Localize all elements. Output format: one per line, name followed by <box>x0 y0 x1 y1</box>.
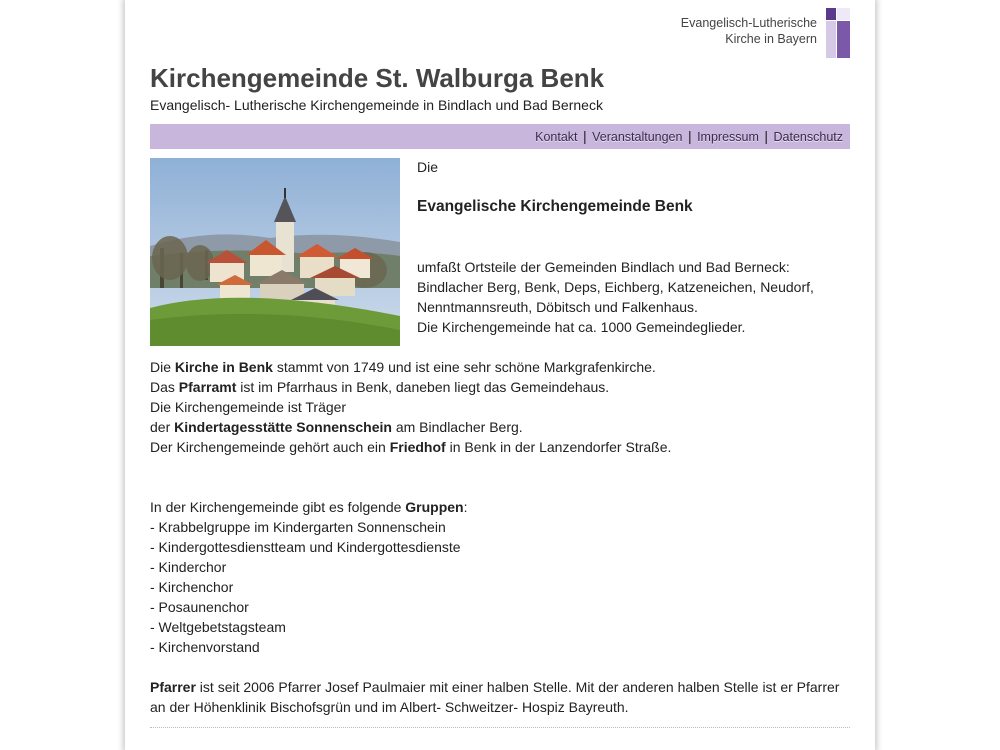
group-item: - Kinderchor <box>150 559 227 575</box>
site-title[interactable]: Kirchengemeinde St. Walburga Benk <box>150 63 605 93</box>
groups-text: : <box>463 499 468 515</box>
fact-bold: Friedhof <box>389 439 446 455</box>
pastor-text: ist seit 2006 Pfarrer Josef Paulmaier mit einer halben Stelle. Mit der anderen halben Stelle ist er Pfarrer an der Höhenklinik Bischofsgrün und im Albert- Schweitzer- Hospiz Bayreuth. <box>150 679 840 715</box>
fact-parish-office <box>150 377 850 397</box>
fact-text: Die <box>150 359 175 375</box>
logo-text <box>681 15 817 47</box>
village-church-photo <box>150 158 400 346</box>
groups-bold: Gruppen <box>405 499 464 515</box>
logo-mark-dark <box>826 8 836 20</box>
fact-bold: Pfarramt <box>178 379 237 395</box>
fact-bold: Kindertagesstätte Sonnenschein <box>174 419 392 435</box>
top-navigation <box>150 124 850 149</box>
content-divider <box>150 727 850 728</box>
fact-text: Der Kirchengemeinde gehört auch ein <box>150 439 390 455</box>
fact-cemetery <box>150 437 850 457</box>
intro-heading: Evangelische Kirchengemeinde Benk <box>417 198 693 215</box>
groups-text: In der Kirchengemeinde gibt es folgende <box>150 499 406 515</box>
nav-separator: | <box>687 128 692 144</box>
nav-link-datenschutz[interactable]: Datenschutz <box>773 130 843 144</box>
groups-intro <box>150 497 850 517</box>
fact-text: am Bindlacher Berg. <box>391 419 523 435</box>
nav-link-veranstaltungen[interactable]: Veranstaltungen <box>592 130 683 144</box>
spacer <box>150 657 850 677</box>
fact-bold: Kirche in Benk <box>174 359 273 375</box>
intro-block <box>417 157 850 337</box>
fact-daycare <box>150 417 850 437</box>
group-item: - Krabbelgruppe im Kindergarten Sonnenschein <box>150 519 446 535</box>
fact-text: Das <box>150 379 179 395</box>
group-item: - Kirchenchor <box>150 579 234 595</box>
fact-church <box>150 357 850 377</box>
logo-line-1: Evangelisch-Lutherische <box>680 16 817 30</box>
group-item: - Kindergottesdienstteam und Kindergottesdienste <box>150 539 461 555</box>
nav-link-impressum[interactable]: Impressum <box>697 130 759 144</box>
pastor-bold: Pfarrer <box>150 679 196 695</box>
logo-line-2: Kirche in Bayern <box>725 32 817 46</box>
page-container <box>125 0 875 750</box>
logo-mark-light <box>826 21 836 58</box>
fact-text: ist im Pfarrhaus in Benk, daneben liegt das Gemeindehaus. <box>236 379 610 395</box>
fact-text: in Benk in der Lanzendorfer Straße. <box>445 439 672 455</box>
main-content <box>150 357 850 717</box>
spacer <box>150 457 850 497</box>
group-item: - Posaunenchor <box>150 599 249 615</box>
fact-text: der <box>150 419 175 435</box>
intro-body: umfaßt Ortsteile der Gemeinden Bindlach und Bad Berneck: Bindlacher Berg, Benk, Deps, Eichberg, Katzeneichen, Neudorf, Nenntmannsreuth, Döbitsch und Falkenhaus. <box>417 259 814 315</box>
intro-pre: Die <box>417 159 439 175</box>
group-item: - Weltgebetstagsteam <box>150 619 286 635</box>
nav-separator: | <box>764 128 769 144</box>
group-item: - Kirchenvorstand <box>150 639 260 655</box>
village-church-illustration <box>150 158 400 346</box>
pastor-info <box>150 677 850 717</box>
nav-link-kontakt[interactable]: Kontakt <box>535 130 578 144</box>
logo-mark-mid <box>837 21 850 58</box>
site-subtitle: Evangelisch- Lutherische Kirchengemeinde in Bindlach und Bad Berneck <box>150 97 603 113</box>
fact-sponsor: Die Kirchengemeinde ist Träger <box>150 399 347 415</box>
nav-separator: | <box>582 128 587 144</box>
fact-text: stammt von 1749 und ist eine sehr schöne Markgrafenkirche. <box>272 359 656 375</box>
intro-members: Die Kirchengemeinde hat ca. 1000 Gemeindeglieder. <box>417 319 746 335</box>
logo-mark-pale <box>837 8 850 20</box>
elkb-logo[interactable] <box>650 8 850 58</box>
